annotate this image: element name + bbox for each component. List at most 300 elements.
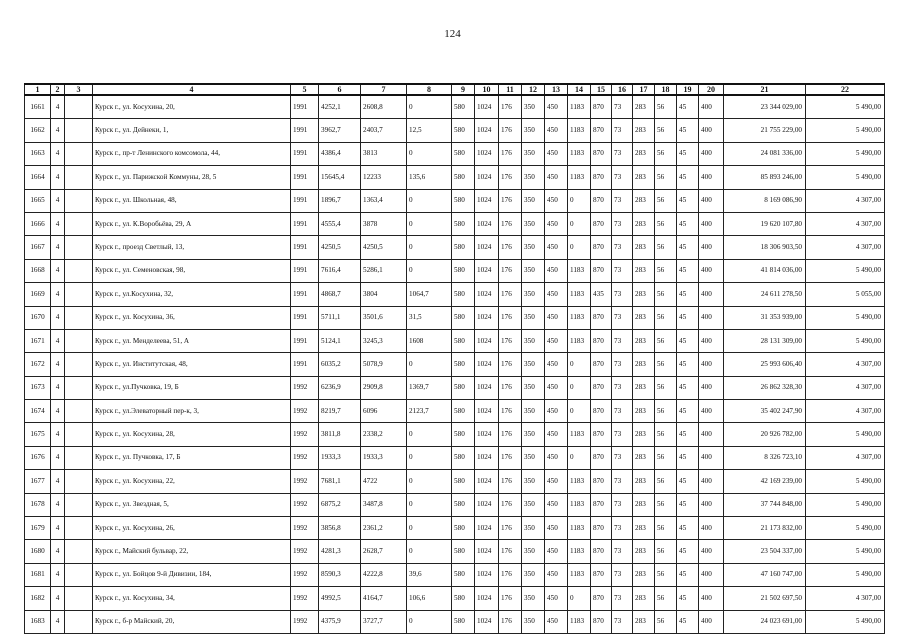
- table-cell-col-12: 350: [522, 283, 545, 306]
- table-cell-col-16: 73: [612, 493, 633, 516]
- table-cell-col-2: 4: [51, 259, 65, 282]
- table-cell-col-4: Курск г., ул. Семеновская, 98,: [93, 259, 291, 282]
- table-cell-col-7: 3813: [361, 142, 407, 165]
- table-cell-col-17: 283: [633, 446, 655, 469]
- table-cell-col-9: 580: [452, 540, 475, 563]
- table-cell-col-6: 1933,3: [319, 446, 361, 469]
- table-cell-col-17: 283: [633, 540, 655, 563]
- table-cell-col-15: 870: [591, 493, 612, 516]
- table-cell-col-18: 56: [655, 329, 677, 352]
- table-cell-col-1: 1670: [25, 306, 51, 329]
- table-cell-col-4: Курск г., ул. Менделеева, 51, А: [93, 329, 291, 352]
- table-cell-col-20: 400: [699, 446, 724, 469]
- column-header-4: 4: [93, 84, 291, 95]
- table-cell-col-21: 21 755 229,00: [724, 119, 806, 142]
- table-cell-col-21: 18 306 903,50: [724, 236, 806, 259]
- table-cell-col-11: 176: [499, 95, 522, 119]
- table-cell-col-6: 4386,4: [319, 142, 361, 165]
- table-cell-col-7: 5078,9: [361, 353, 407, 376]
- table-cell-col-10: 1024: [475, 400, 499, 423]
- table-cell-col-3: [65, 423, 93, 446]
- table-cell-col-21: 42 169 239,00: [724, 470, 806, 493]
- table-cell-col-15: 870: [591, 166, 612, 189]
- table-cell-col-13: 450: [545, 423, 568, 446]
- table-cell-col-21: 23 344 029,00: [724, 95, 806, 119]
- table-cell-col-15: 870: [591, 212, 612, 235]
- table-cell-col-22: 5 490,00: [806, 166, 885, 189]
- column-header-18: 18: [655, 84, 677, 95]
- table-cell-col-12: 350: [522, 540, 545, 563]
- table-cell-col-11: 176: [499, 376, 522, 399]
- table-cell-col-5: 1992: [291, 423, 319, 446]
- table-cell-col-12: 350: [522, 470, 545, 493]
- table-cell-col-2: 4: [51, 212, 65, 235]
- table-cell-col-8: 39,6: [407, 563, 452, 586]
- table-cell-col-8: 0: [407, 610, 452, 633]
- table-cell-col-17: 283: [633, 95, 655, 119]
- table-cell-col-11: 176: [499, 470, 522, 493]
- table-cell-col-13: 450: [545, 166, 568, 189]
- table-cell-col-22: 4 307,00: [806, 446, 885, 469]
- table-cell-col-9: 580: [452, 259, 475, 282]
- table-cell-col-13: 450: [545, 283, 568, 306]
- table-cell-col-7: 3501,6: [361, 306, 407, 329]
- table-cell-col-11: 176: [499, 400, 522, 423]
- table-cell-col-17: 283: [633, 166, 655, 189]
- table-cell-col-12: 350: [522, 587, 545, 610]
- table-cell-col-21: 35 402 247,90: [724, 400, 806, 423]
- table-cell-col-16: 73: [612, 517, 633, 540]
- table-cell-col-1: 1661: [25, 95, 51, 119]
- table-row: [25, 306, 885, 329]
- table-cell-col-21: 85 893 246,00: [724, 166, 806, 189]
- table-cell-col-8: 0: [407, 423, 452, 446]
- column-header-21: 21: [724, 84, 806, 95]
- table-cell-col-12: 350: [522, 166, 545, 189]
- table-cell-col-11: 176: [499, 446, 522, 469]
- table-cell-col-18: 56: [655, 376, 677, 399]
- column-header-14: 14: [568, 84, 591, 95]
- table-cell-col-17: 283: [633, 329, 655, 352]
- table-cell-col-1: 1674: [25, 400, 51, 423]
- table-cell-col-15: 870: [591, 587, 612, 610]
- table-cell-col-9: 580: [452, 306, 475, 329]
- table-cell-col-9: 580: [452, 353, 475, 376]
- table-cell-col-10: 1024: [475, 470, 499, 493]
- table-cell-col-20: 400: [699, 493, 724, 516]
- table-cell-col-21: 24 611 278,50: [724, 283, 806, 306]
- table-cell-col-14: 0: [568, 236, 591, 259]
- table-cell-col-8: 12,5: [407, 119, 452, 142]
- table-cell-col-20: 400: [699, 283, 724, 306]
- table-cell-col-21: 8 169 086,90: [724, 189, 806, 212]
- table-cell-col-1: 1669: [25, 283, 51, 306]
- table-cell-col-21: 26 862 328,30: [724, 376, 806, 399]
- column-header-7: 7: [361, 84, 407, 95]
- table-cell-col-21: 25 993 606,40: [724, 353, 806, 376]
- table-cell-col-8: 0: [407, 189, 452, 212]
- table-cell-col-19: 45: [677, 517, 699, 540]
- table-cell-col-20: 400: [699, 517, 724, 540]
- table-cell-col-10: 1024: [475, 189, 499, 212]
- table-cell-col-19: 45: [677, 306, 699, 329]
- table-cell-col-15: 870: [591, 329, 612, 352]
- column-header-3: 3: [65, 84, 93, 95]
- table-cell-col-9: 580: [452, 400, 475, 423]
- table-cell-col-6: 4252,1: [319, 95, 361, 119]
- table-cell-col-13: 450: [545, 540, 568, 563]
- column-header-17: 17: [633, 84, 655, 95]
- table-cell-col-7: 5286,1: [361, 259, 407, 282]
- table-cell-col-10: 1024: [475, 493, 499, 516]
- table-row: [25, 329, 885, 352]
- table-row: [25, 166, 885, 189]
- table-cell-col-22: 5 490,00: [806, 540, 885, 563]
- table-cell-col-12: 350: [522, 563, 545, 586]
- table-cell-col-7: 2628,7: [361, 540, 407, 563]
- table-cell-col-17: 283: [633, 423, 655, 446]
- table-cell-col-20: 400: [699, 400, 724, 423]
- table-cell-col-18: 56: [655, 166, 677, 189]
- table-cell-col-20: 400: [699, 119, 724, 142]
- table-cell-col-5: 1992: [291, 563, 319, 586]
- table-cell-col-2: 4: [51, 283, 65, 306]
- table-cell-col-4: Курск г., ул. Косухина, 36,: [93, 306, 291, 329]
- table-cell-col-9: 580: [452, 212, 475, 235]
- table-cell-col-16: 73: [612, 306, 633, 329]
- table-cell-col-3: [65, 329, 93, 352]
- table-cell-col-9: 580: [452, 587, 475, 610]
- table-cell-col-22: 5 490,00: [806, 423, 885, 446]
- table-cell-col-5: 1991: [291, 236, 319, 259]
- table-row: [25, 212, 885, 235]
- table-cell-col-15: 870: [591, 119, 612, 142]
- table-cell-col-3: [65, 189, 93, 212]
- table-cell-col-10: 1024: [475, 329, 499, 352]
- table-cell-col-8: 1369,7: [407, 376, 452, 399]
- table-cell-col-22: 5 490,00: [806, 306, 885, 329]
- table-cell-col-13: 450: [545, 376, 568, 399]
- table-cell-col-8: 0: [407, 517, 452, 540]
- table-cell-col-10: 1024: [475, 119, 499, 142]
- table-cell-col-18: 56: [655, 517, 677, 540]
- table-cell-col-16: 73: [612, 236, 633, 259]
- table-cell-col-5: 1991: [291, 283, 319, 306]
- table-cell-col-10: 1024: [475, 283, 499, 306]
- table-cell-col-14: 1183: [568, 423, 591, 446]
- table-cell-col-14: 0: [568, 400, 591, 423]
- column-header-6: 6: [319, 84, 361, 95]
- table-cell-col-18: 56: [655, 470, 677, 493]
- table-cell-col-15: 870: [591, 259, 612, 282]
- table-cell-col-6: 6875,2: [319, 493, 361, 516]
- table-cell-col-22: 5 490,00: [806, 563, 885, 586]
- table-cell-col-2: 4: [51, 446, 65, 469]
- table-cell-col-19: 45: [677, 540, 699, 563]
- table-cell-col-20: 400: [699, 329, 724, 352]
- table-cell-col-7: 2361,2: [361, 517, 407, 540]
- table-cell-col-4: Курск г., проезд Светлый, 13,: [93, 236, 291, 259]
- table-cell-col-2: 4: [51, 563, 65, 586]
- table-cell-col-4: Курск г., ул. Институтская, 48,: [93, 353, 291, 376]
- table-cell-col-3: [65, 517, 93, 540]
- table-cell-col-15: 870: [591, 423, 612, 446]
- table-cell-col-14: 1183: [568, 563, 591, 586]
- table-cell-col-18: 56: [655, 212, 677, 235]
- table-cell-col-14: 1183: [568, 95, 591, 119]
- table-cell-col-14: 1183: [568, 493, 591, 516]
- table-cell-col-3: [65, 166, 93, 189]
- header-row: [25, 84, 885, 95]
- table-cell-col-8: 0: [407, 142, 452, 165]
- table-cell-col-4: Курск г., ул. Косухина, 20,: [93, 95, 291, 119]
- table-cell-col-10: 1024: [475, 259, 499, 282]
- table-cell-col-20: 400: [699, 470, 724, 493]
- table-cell-col-18: 56: [655, 306, 677, 329]
- table-cell-col-3: [65, 493, 93, 516]
- table-cell-col-17: 283: [633, 587, 655, 610]
- table-cell-col-3: [65, 587, 93, 610]
- table-cell-col-17: 283: [633, 470, 655, 493]
- table-cell-col-9: 580: [452, 119, 475, 142]
- table-cell-col-13: 450: [545, 353, 568, 376]
- table-cell-col-19: 45: [677, 142, 699, 165]
- table-row: [25, 95, 885, 119]
- column-header-10: 10: [475, 84, 499, 95]
- table-cell-col-4: Курск г., ул. Парижской Коммуны, 28, 5: [93, 166, 291, 189]
- table-cell-col-3: [65, 353, 93, 376]
- table-cell-col-1: 1662: [25, 119, 51, 142]
- table-cell-col-22: 5 490,00: [806, 610, 885, 633]
- table-cell-col-21: 24 023 691,00: [724, 610, 806, 633]
- table-cell-col-21: 28 131 309,00: [724, 329, 806, 352]
- table-cell-col-22: 5 490,00: [806, 329, 885, 352]
- table-cell-col-11: 176: [499, 423, 522, 446]
- table-cell-col-5: 1991: [291, 306, 319, 329]
- table-cell-col-5: 1991: [291, 259, 319, 282]
- table-cell-col-11: 176: [499, 166, 522, 189]
- table-cell-col-17: 283: [633, 400, 655, 423]
- table-cell-col-20: 400: [699, 189, 724, 212]
- table-cell-col-4: Курск г., ул.Пучковка, 19, Б: [93, 376, 291, 399]
- table-cell-col-13: 450: [545, 142, 568, 165]
- table-cell-col-2: 4: [51, 400, 65, 423]
- table-cell-col-19: 45: [677, 470, 699, 493]
- table-row: [25, 236, 885, 259]
- table-cell-col-4: Курск г., пр-т Ленинского комсомола, 44,: [93, 142, 291, 165]
- table-row: [25, 517, 885, 540]
- table-cell-col-11: 176: [499, 329, 522, 352]
- table-cell-col-1: 1679: [25, 517, 51, 540]
- table-row: [25, 470, 885, 493]
- table-cell-col-18: 56: [655, 259, 677, 282]
- table-cell-col-20: 400: [699, 212, 724, 235]
- table-cell-col-8: 135,6: [407, 166, 452, 189]
- table-cell-col-3: [65, 540, 93, 563]
- table-cell-col-17: 283: [633, 212, 655, 235]
- column-header-15: 15: [591, 84, 612, 95]
- table-cell-col-14: 1183: [568, 259, 591, 282]
- table-cell-col-4: Курск г., ул. Бойцов 9-й Дивизии, 184,: [93, 563, 291, 586]
- table-cell-col-20: 400: [699, 353, 724, 376]
- table-cell-col-22: 4 307,00: [806, 353, 885, 376]
- table-cell-col-5: 1992: [291, 587, 319, 610]
- table-row: [25, 540, 885, 563]
- table-cell-col-7: 2909,8: [361, 376, 407, 399]
- table-cell-col-18: 56: [655, 236, 677, 259]
- table-cell-col-2: 4: [51, 517, 65, 540]
- table-cell-col-6: 3962,7: [319, 119, 361, 142]
- table-cell-col-16: 73: [612, 189, 633, 212]
- table-cell-col-1: 1677: [25, 470, 51, 493]
- table-cell-col-22: 4 307,00: [806, 587, 885, 610]
- table-cell-col-11: 176: [499, 142, 522, 165]
- table-cell-col-6: 4281,3: [319, 540, 361, 563]
- table-cell-col-9: 580: [452, 517, 475, 540]
- table-cell-col-7: 4722: [361, 470, 407, 493]
- column-header-5: 5: [291, 84, 319, 95]
- table-cell-col-7: 2608,8: [361, 95, 407, 119]
- table-cell-col-4: Курск г., ул. Пучковка, 17, Б: [93, 446, 291, 469]
- table-row: [25, 283, 885, 306]
- table-cell-col-2: 4: [51, 470, 65, 493]
- table-cell-col-15: 870: [591, 376, 612, 399]
- table-cell-col-16: 73: [612, 376, 633, 399]
- table-cell-col-21: 21 173 832,00: [724, 517, 806, 540]
- table-cell-col-13: 450: [545, 259, 568, 282]
- table-cell-col-22: 4 307,00: [806, 212, 885, 235]
- table-cell-col-1: 1682: [25, 587, 51, 610]
- table-cell-col-10: 1024: [475, 236, 499, 259]
- table-cell-col-2: 4: [51, 306, 65, 329]
- table-cell-col-21: 24 081 336,00: [724, 142, 806, 165]
- table-cell-col-9: 580: [452, 376, 475, 399]
- table-cell-col-2: 4: [51, 236, 65, 259]
- table-cell-col-6: 7616,4: [319, 259, 361, 282]
- table-cell-col-9: 580: [452, 423, 475, 446]
- table-cell-col-13: 450: [545, 400, 568, 423]
- table-cell-col-20: 400: [699, 236, 724, 259]
- table-cell-col-16: 73: [612, 587, 633, 610]
- table-cell-col-12: 350: [522, 353, 545, 376]
- table-cell-col-5: 1992: [291, 610, 319, 633]
- table-cell-col-18: 56: [655, 493, 677, 516]
- table-cell-col-9: 580: [452, 470, 475, 493]
- table-cell-col-5: 1991: [291, 212, 319, 235]
- table-cell-col-16: 73: [612, 119, 633, 142]
- table-cell-col-7: 2403,7: [361, 119, 407, 142]
- table-cell-col-15: 870: [591, 446, 612, 469]
- table-cell-col-18: 56: [655, 563, 677, 586]
- table-row: [25, 563, 885, 586]
- table-cell-col-8: 2123,7: [407, 400, 452, 423]
- table-cell-col-11: 176: [499, 587, 522, 610]
- table-cell-col-4: Курск г., ул. Звездная, 5,: [93, 493, 291, 516]
- table-cell-col-5: 1991: [291, 142, 319, 165]
- table-cell-col-22: 4 307,00: [806, 236, 885, 259]
- table-cell-col-3: [65, 259, 93, 282]
- table-cell-col-15: 870: [591, 236, 612, 259]
- table-cell-col-2: 4: [51, 376, 65, 399]
- table-cell-col-8: 0: [407, 236, 452, 259]
- column-header-16: 16: [612, 84, 633, 95]
- table-cell-col-1: 1667: [25, 236, 51, 259]
- table-cell-col-19: 45: [677, 95, 699, 119]
- table-cell-col-20: 400: [699, 610, 724, 633]
- table-cell-col-7: 3727,7: [361, 610, 407, 633]
- table-cell-col-10: 1024: [475, 166, 499, 189]
- table-cell-col-3: [65, 212, 93, 235]
- table-cell-col-8: 0: [407, 493, 452, 516]
- table-cell-col-1: 1664: [25, 166, 51, 189]
- table-header: [25, 84, 885, 95]
- table-cell-col-1: 1672: [25, 353, 51, 376]
- table-cell-col-21: 47 160 747,00: [724, 563, 806, 586]
- table-row: [25, 423, 885, 446]
- table-cell-col-12: 350: [522, 493, 545, 516]
- table-cell-col-4: Курск г., ул.Косухина, 32,: [93, 283, 291, 306]
- table-cell-col-20: 400: [699, 563, 724, 586]
- table-cell-col-13: 450: [545, 517, 568, 540]
- table-cell-col-12: 350: [522, 329, 545, 352]
- table-cell-col-21: 41 814 036,00: [724, 259, 806, 282]
- table-cell-col-4: Курск г., ул. Косухина, 34,: [93, 587, 291, 610]
- table-cell-col-6: 3856,8: [319, 517, 361, 540]
- table-cell-col-11: 176: [499, 493, 522, 516]
- table-cell-col-9: 580: [452, 493, 475, 516]
- table-cell-col-4: Курск г., ул. Косухина, 26,: [93, 517, 291, 540]
- column-header-19: 19: [677, 84, 699, 95]
- table-cell-col-1: 1665: [25, 189, 51, 212]
- table-body: [25, 95, 885, 633]
- table-cell-col-3: [65, 400, 93, 423]
- table-cell-col-15: 870: [591, 353, 612, 376]
- table-cell-col-13: 450: [545, 446, 568, 469]
- table-cell-col-12: 350: [522, 400, 545, 423]
- table-row: [25, 353, 885, 376]
- table-cell-col-7: 1363,4: [361, 189, 407, 212]
- table-cell-col-12: 350: [522, 446, 545, 469]
- table-cell-col-14: 1183: [568, 517, 591, 540]
- table-cell-col-22: 4 307,00: [806, 189, 885, 212]
- table-cell-col-6: 7681,1: [319, 470, 361, 493]
- table-cell-col-2: 4: [51, 142, 65, 165]
- table-cell-col-13: 450: [545, 493, 568, 516]
- table-cell-col-16: 73: [612, 470, 633, 493]
- table-cell-col-22: 5 490,00: [806, 119, 885, 142]
- table-cell-col-1: 1675: [25, 423, 51, 446]
- table-cell-col-13: 450: [545, 563, 568, 586]
- table-cell-col-2: 4: [51, 329, 65, 352]
- table-cell-col-14: 0: [568, 189, 591, 212]
- table-cell-col-6: 5124,1: [319, 329, 361, 352]
- table-cell-col-12: 350: [522, 376, 545, 399]
- table-cell-col-6: 5711,1: [319, 306, 361, 329]
- table-cell-col-15: 870: [591, 142, 612, 165]
- table-cell-col-16: 73: [612, 283, 633, 306]
- table-cell-col-8: 0: [407, 353, 452, 376]
- table-cell-col-1: 1673: [25, 376, 51, 399]
- table-cell-col-15: 870: [591, 189, 612, 212]
- table-cell-col-18: 56: [655, 283, 677, 306]
- table-cell-col-16: 73: [612, 166, 633, 189]
- table-cell-col-12: 350: [522, 236, 545, 259]
- table-cell-col-1: 1671: [25, 329, 51, 352]
- table-cell-col-7: 12233: [361, 166, 407, 189]
- table-cell-col-20: 400: [699, 540, 724, 563]
- table-cell-col-18: 56: [655, 446, 677, 469]
- table-cell-col-12: 350: [522, 212, 545, 235]
